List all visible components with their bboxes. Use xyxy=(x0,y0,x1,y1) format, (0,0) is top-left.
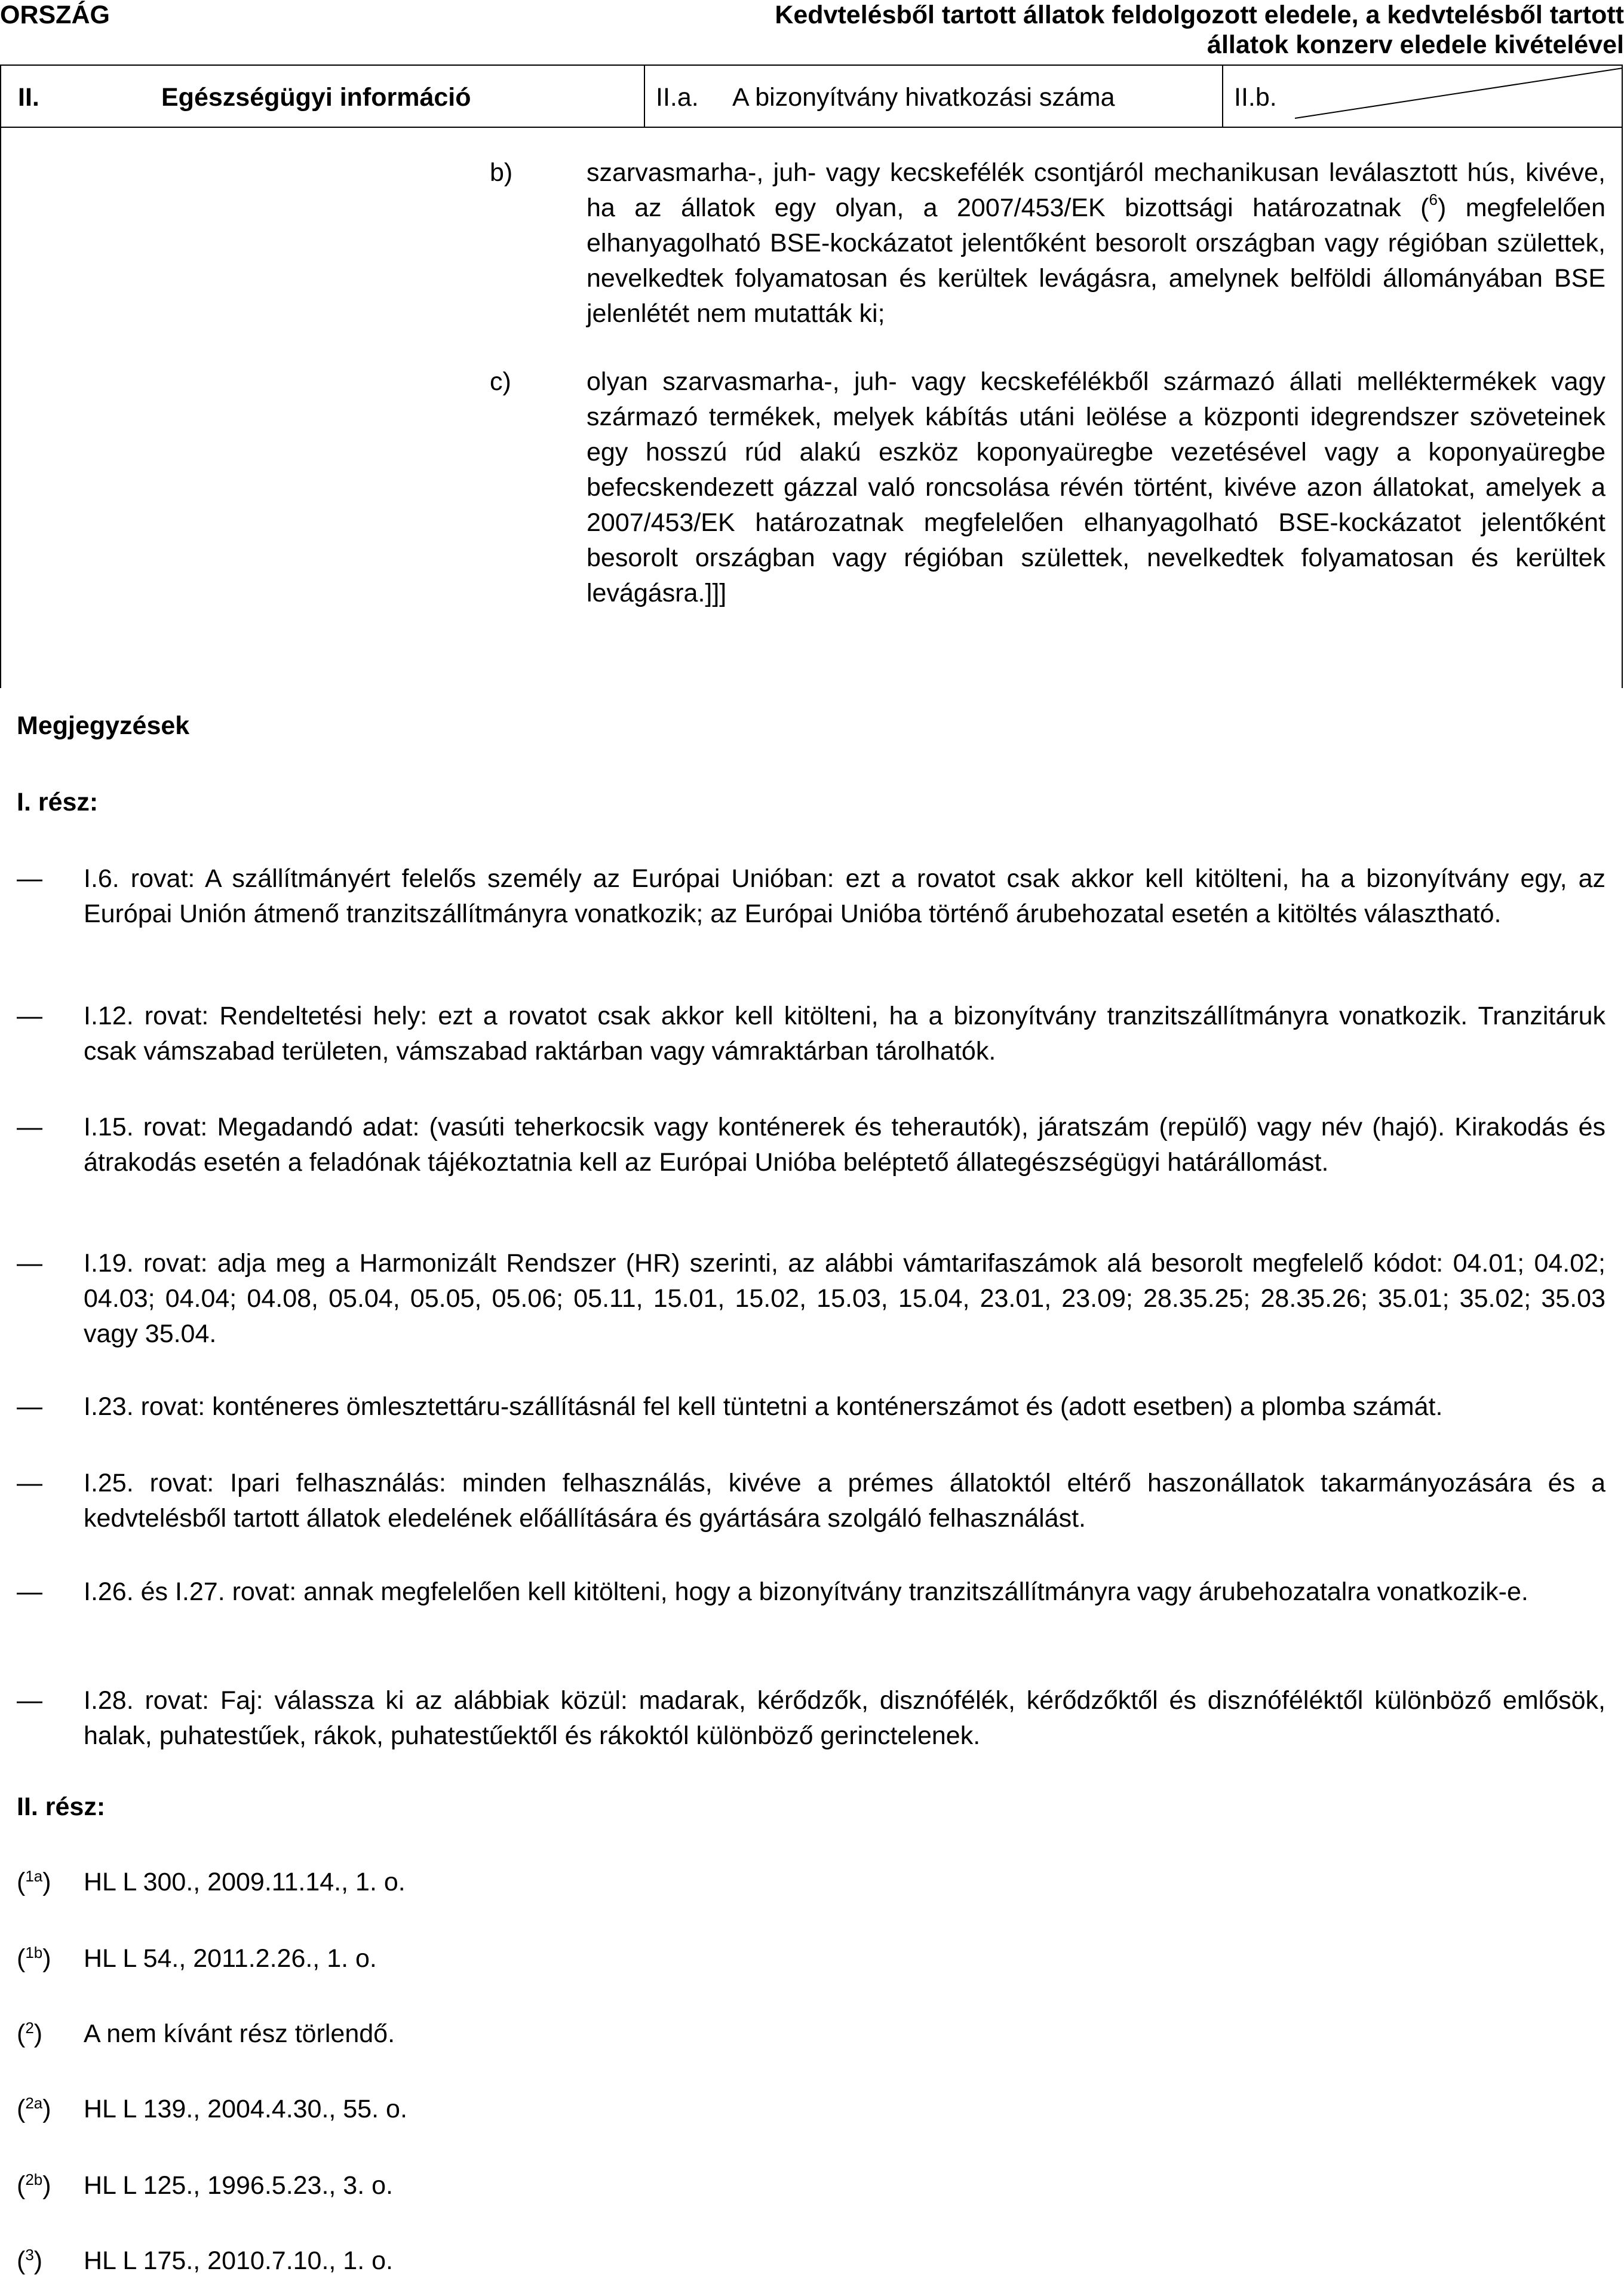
footnote-text: HL L 139., 2004.4.30., 55. o. xyxy=(84,2095,407,2123)
dash-bullet: — xyxy=(17,1113,42,1141)
reference-label: A bizonyítvány hivatkozási száma xyxy=(732,83,1115,112)
footnote-text: HL L 300., 2009.11.14., 1. o. xyxy=(84,1868,406,1896)
dash-bullet: — xyxy=(17,1686,42,1715)
dash-bullet: — xyxy=(17,1469,42,1497)
footnote-text: A nem kívánt rész törlendő. xyxy=(84,2019,395,2048)
note-text: I.6. rovat: A szállítmányért felelős személy az Európai Unióban: ezt a rovatot csak akkor kell kitölteni, ha a bizonyítvány egy, az Európai Unión átmenő tranzitszállítmányra vonatkozik; az Európai Unióba történő árubehozatal esetén a kitöltés választható. xyxy=(84,864,1605,928)
footnote-reference: 6 xyxy=(1429,191,1438,208)
footnote-marker: ($^3$) xyxy=(17,2246,43,2275)
note-text: I.15. rovat: Megadandó adat: (vasúti teherkocsik vagy konténerek és teherautók), járatszám (repülő) vagy név (hajó). Kirakodás és átrakodás esetén a feladónak tájékoztatnia kell az Európai Unióba beléptető állategészségügyi határállomást. xyxy=(84,1113,1605,1177)
item-label: b) xyxy=(490,158,513,187)
note-text: I.19. rovat: adja meg a Harmonizált Rendszer (HR) szerinti, az alábbi vámtarifaszámok alá besorolt megfelelő kódot: 04.01; 04.02; 04.03; 04.04; 04.08, 05.04, 05.05, 05.06; 05.11, 15.01, 15.02, 15.03, 15.04, 23.01, 23.09; 28.35.25; 28.35.26; 35.01; 35.02; 35.03 vagy 35.04. xyxy=(84,1249,1605,1348)
subreference-cell xyxy=(1223,66,1624,127)
note-text: I.26. és I.27. rovat: annak megfelelően kell kitölteni, hogy a bizonyítvány tranzitszállítmányra vagy árubehozatalra vonatkozik-e. xyxy=(84,1577,1528,1606)
dash-bullet: — xyxy=(17,1249,42,1278)
subreference-code: II.b. xyxy=(1234,83,1277,112)
section-number: II. xyxy=(18,83,39,112)
country-label: ORSZÁG xyxy=(0,1,110,29)
footnote-marker: ($^2$) xyxy=(17,2019,43,2048)
footnote-marker: ($^{1b}$) xyxy=(17,1944,51,1973)
item-text: szarvasmarha-, juh- vagy kecskefélék csontjáról mechanikusan leválasztott hús, kivéve, ha az állatok egy olyan, a 2007/453/EK bizottsági határozatnak ($^6$) megfelelően elhanyagolható BSE-kockázatot jelentőként besorolt országban vagy régióban születtek, nevelkedtek folyamatosan és kerültek levágásra, amelynek belföldi állományában BSE jelenlétét nem mutatták ki; xyxy=(587,158,1605,328)
note-text: I.12. rovat: Rendeltetési hely: ezt a rovatot csak akkor kell kitölteni, ha a bizonyítvány tranzitszállítmányra vonatkozik. Tranzitáruk csak vámszabad területen, vámszabad raktárban vagy vámraktárban tárolhatók. xyxy=(84,1002,1605,1066)
reference-cell xyxy=(645,66,1223,127)
item-text: olyan szarvasmarha-, juh- vagy kecskefélékből származó állati melléktermékek vagy származó termékek, melyek kábítás utáni leölése a központi idegrendszer szöveteinek egy hosszú rúd alakú eszköz koponyaüregbe vezetésével vagy a koponyaüregbe befecskendezett gázzal való roncsolása révén történt, kivéve azon állatokat, amelyek a 2007/453/EK határozatnak megfelelően elhanyagolható BSE-kockázatot jelentőként besorolt országban vagy régióban születtek, nevelkedtek folyamatosan és kerültek levágásra.]]] xyxy=(587,367,1605,607)
notes-heading: Megjegyzések xyxy=(17,711,190,740)
section-cell xyxy=(1,66,645,127)
section-header-table xyxy=(0,65,1623,128)
section-title: Egészségügyi információ xyxy=(161,83,471,112)
dash-bullet: — xyxy=(17,1577,42,1606)
footnote-marker: ($^{2a}$) xyxy=(17,2094,51,2123)
dash-bullet: — xyxy=(17,864,42,893)
footnote-text: HL L 125., 1996.5.23., 3. o. xyxy=(84,2171,393,2200)
dash-bullet: — xyxy=(17,1002,42,1030)
note-text: I.23. rovat: konténeres ömlesztettáru-szállításnál fel kell tüntetni a konténerszámot és (adott esetben) a plomba számát. xyxy=(84,1392,1443,1421)
footnote-text: HL L 175., 2010.7.10., 1. o. xyxy=(84,2246,393,2275)
part-one-heading: I. rész: xyxy=(17,788,99,816)
diagonal-slash-line xyxy=(1223,66,1623,127)
item-label: c) xyxy=(490,367,511,396)
footnote-marker: ($^{2b}$) xyxy=(17,2171,51,2200)
part-two-heading: II. rész: xyxy=(17,1792,106,1821)
note-text: I.28. rovat: Faj: válassza ki az alábbiak közül: madarak, kérődzők, disznófélék, kérődzőktől és disznóféléktől különböző emlősök, halak, puhatestűek, rákok, puhatestűektől és rákoktól különböző gerinctelenek. xyxy=(84,1686,1605,1750)
footnote-marker: ($^{1a}$) xyxy=(17,1867,51,1896)
footnote-text: HL L 54., 2011.2.26., 1. o. xyxy=(84,1944,377,1973)
reference-code: II.a. xyxy=(656,83,699,112)
dash-bullet: — xyxy=(17,1392,42,1421)
document-title: Kedvtelésből tartott állatok feldolgozott eledele, a kedvtelésből tartott állatok konzerv eledele kivételével xyxy=(775,1,1624,59)
note-text: I.25. rovat: Ipari felhasználás: minden felhasználás, kivéve a prémes állatoktól eltérő haszonállatok takarmányozására és a kedvtelésből tartott állatok eledelének előállítására és gyártására szolgáló felhasználást. xyxy=(84,1469,1605,1533)
